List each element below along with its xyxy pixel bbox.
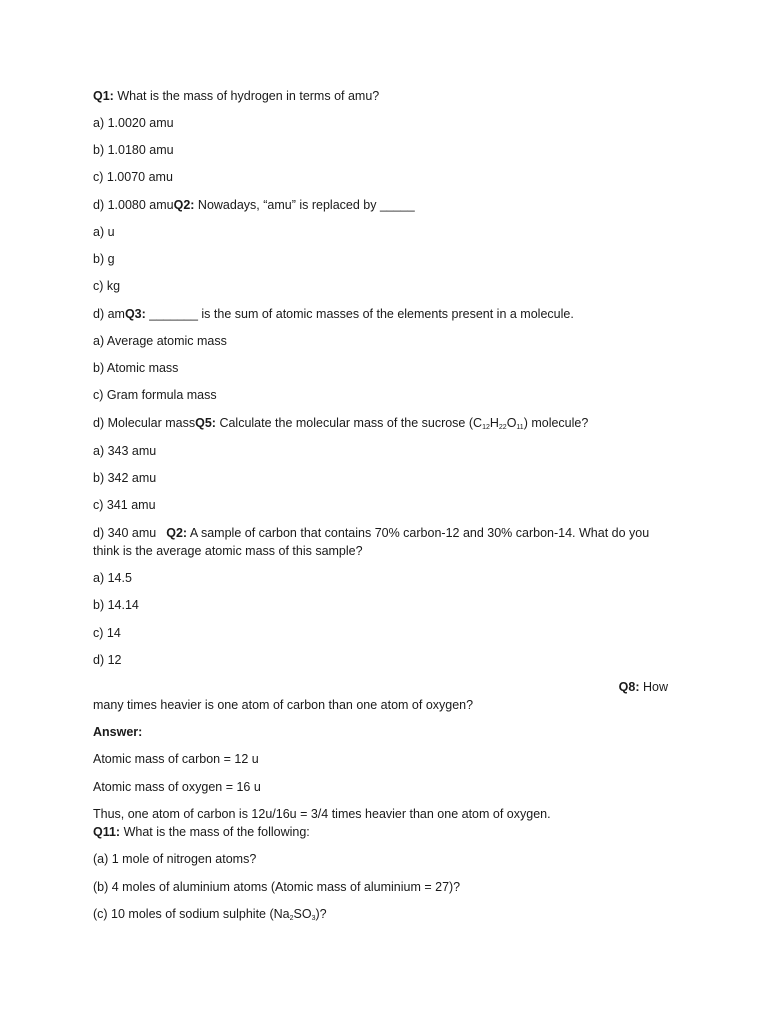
question-q8-start [619,679,668,695]
option-a: a) u [93,225,115,239]
question-text-end: ) molecule? [523,416,589,430]
question-text: _______ is the sum of atomic masses of the elements present in a molecule. [145,307,574,321]
subscript: 2 [289,915,294,922]
answer-line: Atomic mass of oxygen = 16 u [93,780,261,794]
question-q2b-line [93,525,649,541]
question-label: Q1: [93,89,114,103]
list-item: (a) 1 mole of nitrogen atoms? [93,852,257,866]
question-text: Nowadays, “amu” is replaced by _____ [194,198,415,212]
answer-line: Thus, one atom of carbon is 12u/16u = 3/4 times heavier than one atom of oxygen. [93,807,551,821]
option-a: a) Average atomic mass [93,334,227,348]
question-text: What is the mass of hydrogen in terms of amu? [113,89,380,103]
option-b: b) 14.14 [93,598,139,612]
option-b: b) g [93,252,115,266]
list-item: (b) 4 moles of aluminium atoms (Atomic mass of aluminium = 27)? [93,880,461,894]
formula-part: H [489,416,499,430]
option-d: d) Molecular mass [93,416,196,430]
option-b: b) Atomic mass [93,361,179,375]
subscript: 11 [516,424,524,431]
list-item: (c) 10 moles of sodium sulphite $(Na_2SO_3)$? [93,907,327,922]
answer-line: Atomic mass of carbon = 12 u [93,752,259,766]
option-d: d) 340 amu [93,526,157,540]
question-text: A sample of carbon that contains 70% carbon-12 and 30% carbon-14. What do you [187,526,650,540]
option-b: b) 1.0180 amu [93,143,174,157]
option-a: a) 14.5 [93,571,132,585]
option-a: a) 343 amu [93,444,157,458]
answer-label: Answer: [93,725,143,739]
question-label: Q5: [195,416,216,430]
option-b: b) 342 amu [93,471,157,485]
question-q11 [93,824,310,840]
option-c: c) 1.0070 amu [93,170,173,184]
question-q1 [93,88,379,104]
question-text-continued: many times heavier is one atom of carbon than one atom of oxygen? [93,698,474,712]
question-label: Q2: [166,526,188,540]
question-label: Q11: [93,825,121,839]
option-d: d) am [93,307,125,321]
question-text: How [639,680,668,694]
question-text: Calculate the molecular mass of the sucrose (C [215,416,483,430]
question-q2-line [93,197,415,213]
subscript: 3 [311,915,316,922]
option-c: c) 14 [93,626,121,640]
option-d: d) 12 [93,653,122,667]
formula-part: O [506,416,517,430]
question-text-continued: think is the average atomic mass of this sample? [93,544,363,558]
question-label: Q8: [618,680,640,694]
question-q5-line [93,415,588,431]
option-d: d) 1.0080 amu [93,198,174,212]
question-label: Q3: [124,307,146,321]
option-a: a) 1.0020 amu [93,116,174,130]
question-q3-line [93,306,574,322]
option-c: c) Gram formula mass [93,388,217,402]
option-c: c) 341 amu [93,498,156,512]
subscript: 22 [498,424,507,431]
option-c: c) kg [93,279,121,293]
subscript: 12 [482,424,490,431]
question-text: What is the mass of the following: [120,825,310,839]
question-label: Q2: [173,198,195,212]
